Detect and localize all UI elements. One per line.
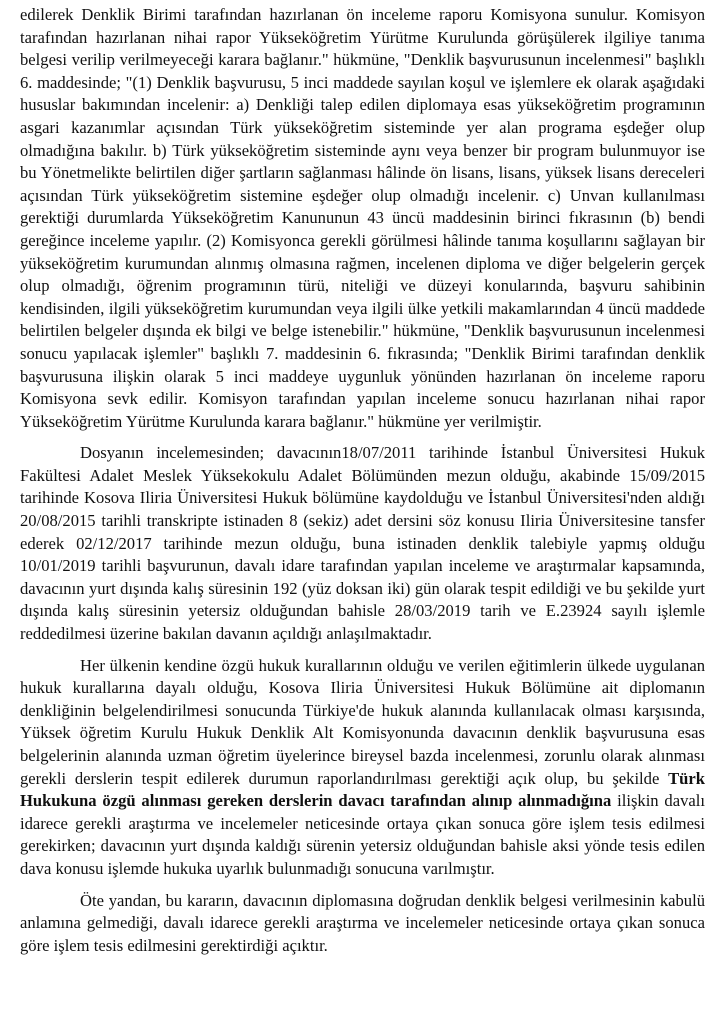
paragraph-regulation-text: [20, 4, 705, 433]
paragraph-case-facts: [20, 442, 705, 645]
paragraph-reasoning: [20, 655, 705, 881]
paragraph-conclusion: [20, 890, 705, 958]
paragraph-text: edilerek Denklik Birimi tarafından hazırlanan ön inceleme raporu Komisyona sunulur. Komisyon tarafından hazırlanan nihai rapor Yükseköğretim Yürütme Kurulunda görüşülerek ilgiliye tanıma belgesi verilip verilmeyeceği karara bağlanır." hükmüne, "Denklik başvurusunun incelenmesi" başlıklı 6. maddesinde; "(1) Denklik başvurusu, 5 inci maddede sayılan koşul ve işlemlere ek olarak aşağıdaki hususlar bakımından incelenir: a) Denkliği talep edilen diplomaya esas yükseköğretim programının asgari kazanımlar açısından Türk yükseköğretim sisteminde yer alan programa eşdeğer olup olmadığına bakılır. b) Türk yükseköğretim sisteminde aynı veya benzer bir program bulunmuyor ise bu Yönetmelikte belirtilen diğer şartların sağlanması hâlinde ön lisans, lisans, yüksek lisans dereceleri açısından Türk yükseköğretim sistemine eşdeğer olup olmadığı incelenir. c) Unvan kullanılması gerektiği durumlarda Yükseköğretim Kanununun 43 üncü maddesinin birinci fıkrasının (b) bendi gereğince inceleme yapılır. (2) Komisyonca gerekli görülmesi hâlinde tanıma koşullarını sağlayan bir yükseköğretim kurumundan alınmış olmasına rağmen, incelenen diploma ve diğer belgelerin gerçek olup olmadığı, öğrenim programının türü, niteliği ve düzeyi konularında, başvuru sahibinin kendisinden, ilgili yükseköğretim kurumundan veya ilgili ülke yetkili makamlarından 4 üncü maddede belirtilen belgeler dışında ek bilgi ve belge istenebilir." hükmüne, "Denklik başvurusunun incelenmesi sonucu yapılacak işlemler" başlıklı 7. maddesinin 6. fıkrasında; "Denklik Birimi tarafından denklik başvurusuna ilişkin olarak 5 inci maddeye uygunluk yönünden hazırlanan ön inceleme raporu Komisyona sevk edilir. Komisyon tarafından yapılan inceleme sonucu hazırlanan nihai rapor Yükseköğretim Yürütme Kurulunda karara bağlanır." hükmüne yer verilmiştir.: [20, 5, 705, 431]
paragraph-text: Öte yandan, bu kararın, davacının diplomasına doğrudan denklik belgesi verilmesinin kabulü anlamına gelmediği, davalı idarece gerekli araştırma ve incelemeler neticesinde ortaya çıkan sonuca göre işlem tesis edilmesini gerektirdiği açıktır.: [20, 890, 705, 955]
paragraph-text: ilişkin davalı idarece gerekli araştırma ve incelemeler neticesinde ortaya çıkan sonuca göre işlem tesis edilmesi gerekirken; davacının yurt dışında kaldığı sürenin yetersiz olduğundan bahisle aksi yönde tesis edilen dava konusu işlemde hukuka uyarlık bulunmadığı sonucuna varılmıştır.: [20, 791, 705, 878]
paragraph-text: Dosyanın incelemesinden; davacının18/07/2011 tarihinde İstanbul Üniversitesi Hukuk Fakültesi Adalet Meslek Yüksekokulu Adalet Bölümünden mezun olduğu, akabinde 15/09/2015 tarihinde Kosova Iliria Üniversitesi Hukuk bölümüne kaydolduğu ve İstanbul Üniversitesi'nden aldığı 20/08/2015 tarihli transkripte istinaden 8 (sekiz) adet dersini söz konusu Iliria Üniversitesine tansfer ederek 02/12/2017 tarihinde mezun olduğu, buna istinaden denklik talebiyle yapmış olduğu 10/01/2019 tarihli başvurunun, davalı idare tarafından yapılan inceleme ve araştırmalar kapsamında, davacının yurt dışında kalış süresinin 192 (yüz doksan iki) gün olarak tespit edildiği ve bu şekilde yurt dışında kalış süresinin yetersiz olduğundan bahisle 28/03/2019 tarih ve E.23924 sayılı işlemle reddedilmesi üzerine bakılan davanın açıldığı anlaşılmaktadır.: [20, 443, 705, 644]
paragraph-text: Her ülkenin kendine özgü hukuk kurallarının olduğu ve verilen eğitimlerin ülkede uygulanan hukuk kurallarına dayalı olduğu, Kosova Iliria Üniversitesi Hukuk Bölümüne ait diplomanın denkliğinin belgelendirilmesi sonucunda Türkiye'de hukuk alanında kullanılacak olması karşısında, Yüksek öğretim Kurulu Hukuk Denklik Alt Komisyonunda davacının denklik başvurusuna esas belgelerinin alanında uzman öğretim üyelerince bireysel bazda incelenmesi, zorunlu olarak alınması gerekli derslerin tespit edilerek durumun raporlandırılması gerektiği açık olup, bu şekilde: [20, 655, 705, 788]
emphasized-text: Türk Hukukuna özgü alınması gereken derslerin davacı tarafından alınıp alınmadığına: [20, 768, 705, 811]
